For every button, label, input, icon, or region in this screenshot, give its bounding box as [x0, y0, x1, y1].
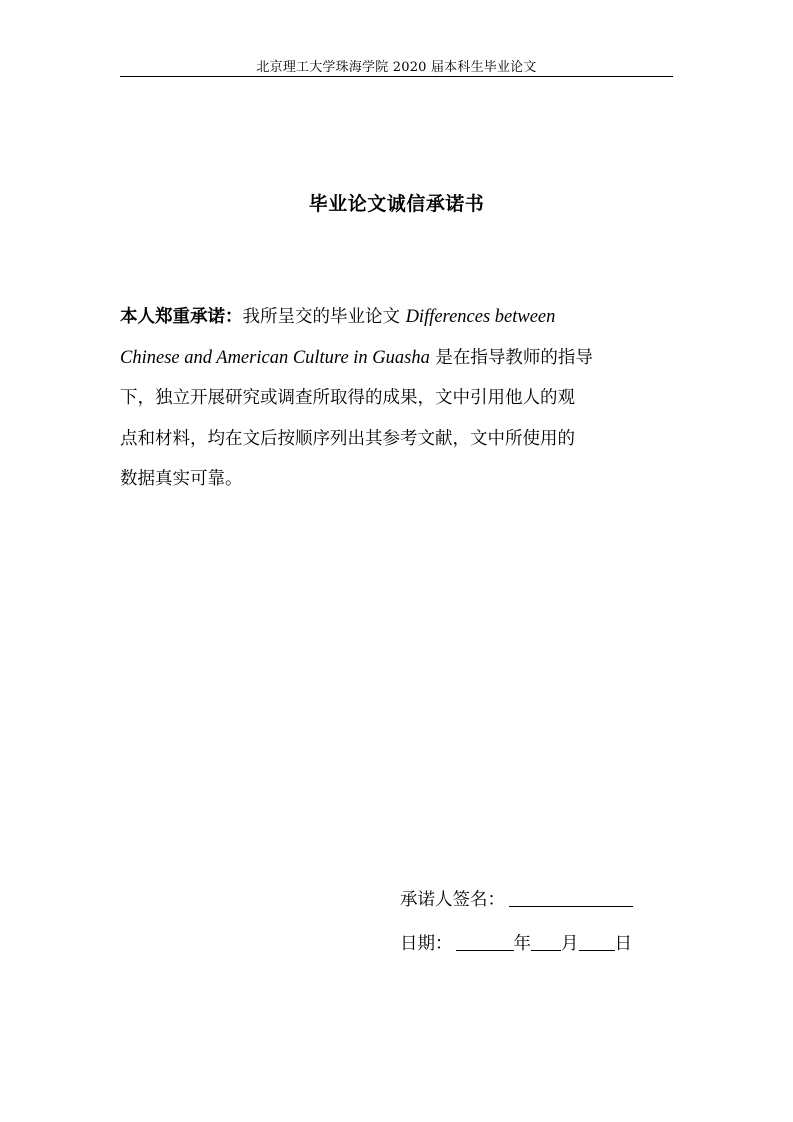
signature-label: 承诺人签名： — [400, 890, 505, 910]
signature-block — [400, 880, 633, 968]
pledge-text-1: 我所呈交的毕业论文 — [242, 307, 406, 327]
pledge-line-5: 数据真实可靠。 — [120, 469, 243, 489]
day-label: 日 — [614, 934, 632, 954]
date-row — [400, 924, 633, 968]
pledge-line-1 — [120, 297, 650, 338]
document-title: 毕业论文诚信承诺书 — [308, 193, 485, 215]
pledge-text-2: 是在指导教师的指导 — [429, 347, 593, 368]
pledge-line-2 — [120, 338, 650, 379]
thesis-title-part-1: Differences between — [405, 307, 556, 327]
pledge-paragraph — [120, 297, 650, 500]
year-blank — [456, 932, 514, 951]
year-label: 年 — [513, 934, 531, 954]
pledge-lead: 本人郑重承诺： — [120, 307, 243, 327]
pledge-line-4: 点和材料，均在文后按顺序列出其参考文献，文中所使用的 — [120, 428, 575, 449]
pledge-line-3: 下，独立开展研究或调查所取得的成果，文中引用他人的观 — [120, 388, 575, 408]
month-label: 月 — [561, 934, 579, 954]
thesis-title-part-2: Chinese and American Culture in Guasha — [120, 347, 430, 368]
day-blank — [579, 932, 615, 951]
date-label: 日期： — [400, 934, 453, 954]
page-header: 北京理工大学珠海学院 2020 届本科生毕业论文 — [256, 60, 537, 75]
month-blank — [531, 932, 561, 951]
signature-row — [400, 880, 633, 924]
header-divider — [120, 76, 673, 77]
signature-blank — [509, 888, 633, 907]
